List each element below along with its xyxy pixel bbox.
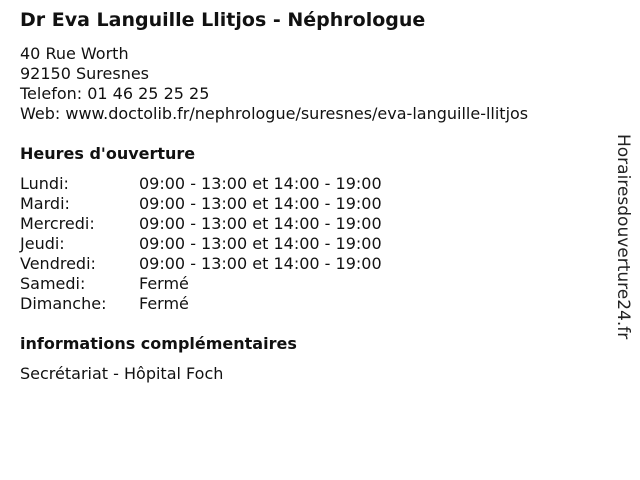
street-address: 40 Rue Worth (20, 44, 129, 63)
city: 92150 Suresnes (20, 64, 150, 83)
hours-row-mardi (20, 194, 382, 214)
additional-info-text: Secrétariat - Hôpital Foch (20, 364, 224, 383)
hours-time: 09:00 - 13:00 et 14:00 - 19:00 (139, 234, 382, 253)
hours-row-dimanche (20, 294, 382, 314)
hours-row-vendredi (20, 254, 382, 274)
opening-hours-heading: Heures d'ouverture (20, 144, 196, 163)
additional-info-heading: informations complémentaires (20, 334, 297, 353)
hours-time: 09:00 - 13:00 et 14:00 - 19:00 (139, 254, 382, 273)
website[interactable]: Web: www.doctolib.fr/nephrologue/suresnes/eva-languille-llitjos (20, 104, 529, 123)
hours-time: Fermé (139, 274, 189, 293)
page-title: Dr Eva Languille Llitjos - Néphrologue (20, 9, 426, 31)
hours-day: Mercredi: (20, 214, 95, 233)
hours-day: Samedi: (20, 274, 86, 293)
hours-day: Mardi: (20, 194, 70, 213)
hours-row-jeudi (20, 234, 382, 254)
hours-time: Fermé (139, 294, 189, 313)
opening-hours-table (20, 174, 382, 314)
hours-row-lundi (20, 174, 382, 194)
site-watermark: Horairesdouverture24.fr (613, 134, 633, 340)
hours-row-mercredi (20, 214, 382, 234)
hours-row-samedi (20, 274, 382, 294)
hours-day: Dimanche: (20, 294, 107, 313)
hours-time: 09:00 - 13:00 et 14:00 - 19:00 (139, 214, 382, 233)
hours-day: Lundi: (20, 174, 69, 193)
address-block (20, 44, 528, 124)
hours-time: 09:00 - 13:00 et 14:00 - 19:00 (139, 174, 382, 193)
hours-day: Jeudi: (20, 234, 65, 253)
hours-time: 09:00 - 13:00 et 14:00 - 19:00 (139, 194, 382, 213)
hours-day: Vendredi: (20, 254, 96, 273)
phone-number[interactable]: Telefon: 01 46 25 25 25 (20, 84, 210, 103)
